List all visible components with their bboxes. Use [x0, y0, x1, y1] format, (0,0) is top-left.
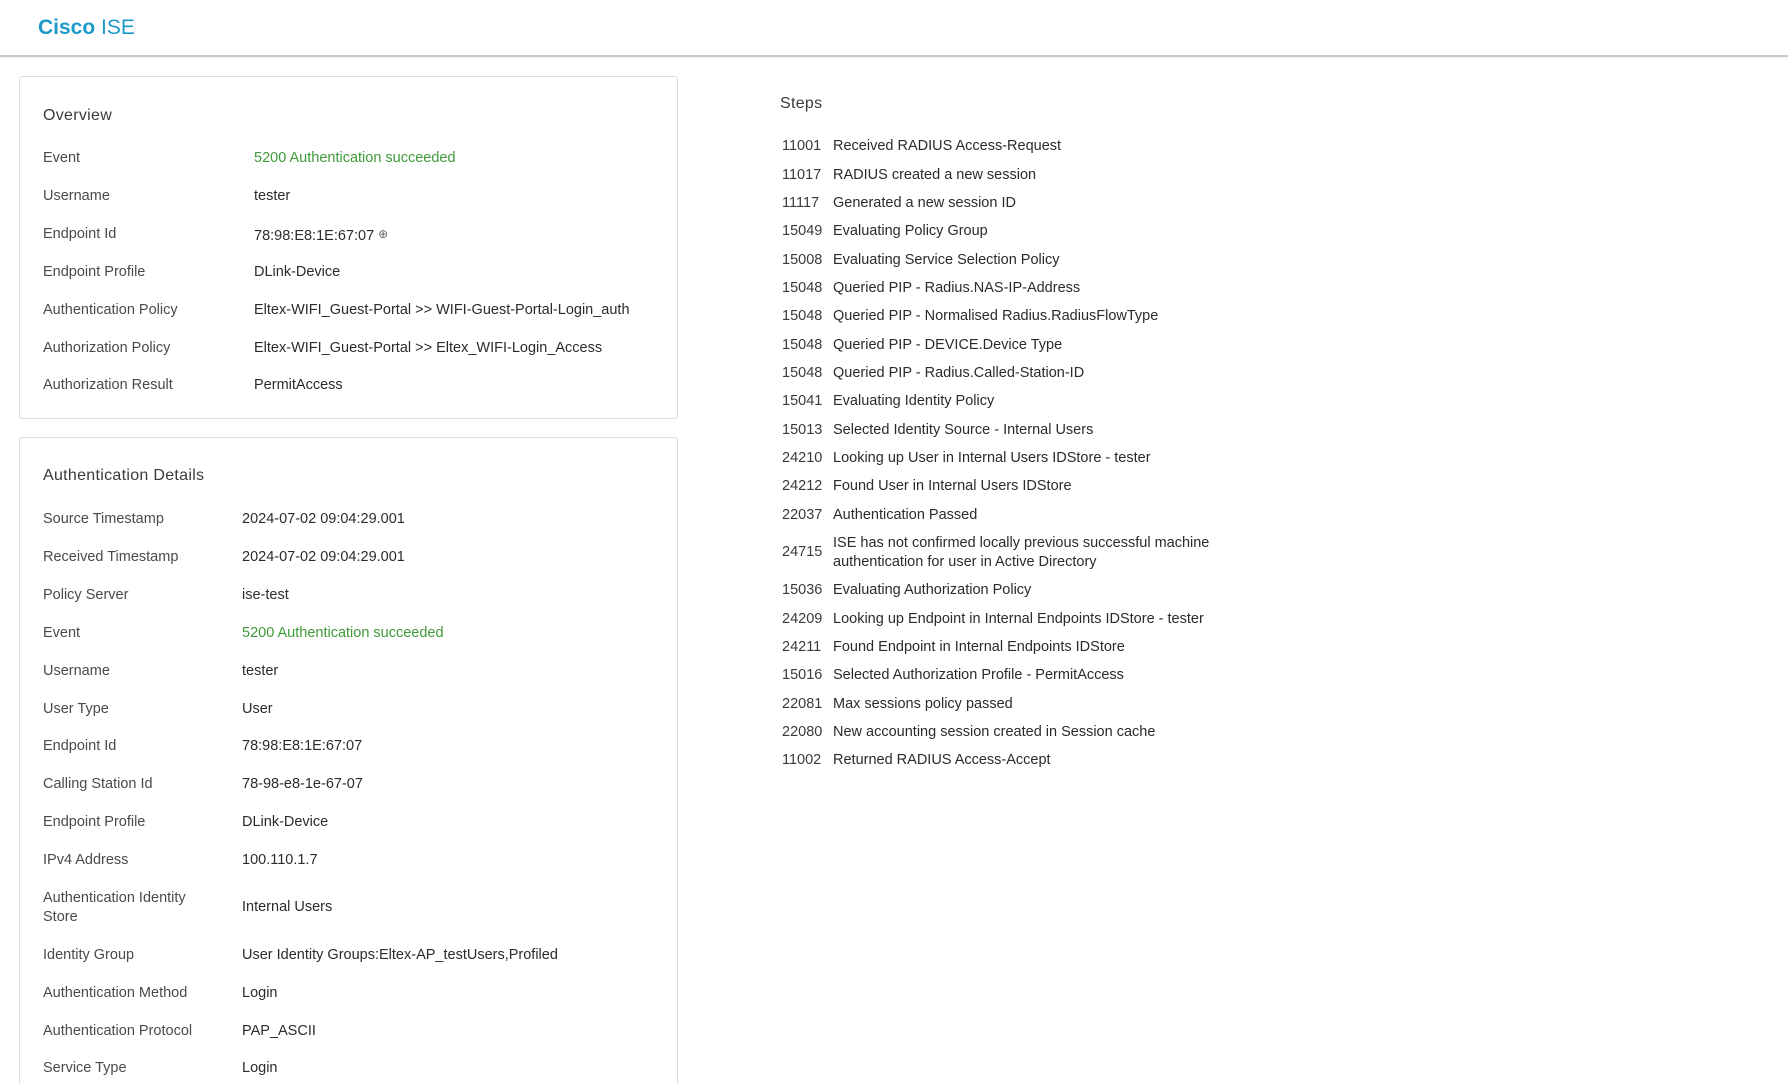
row-value: 2024-07-02 09:04:29.001	[242, 511, 405, 527]
row-value: 78:98:E8:1E:67:07	[242, 738, 363, 754]
step-code: 15036	[782, 582, 823, 598]
row-label: Authentication Protocol	[43, 1023, 193, 1039]
brand-product: ISE	[101, 16, 135, 39]
step-description: Queried PIP - Radius.Called-Station-ID	[833, 365, 1085, 381]
step-code: 15013	[782, 422, 823, 438]
step-code: 11017	[782, 167, 822, 183]
steps-title: Steps	[780, 95, 823, 112]
row-value: tester	[242, 663, 279, 679]
step-description: Selected Authorization Profile - PermitAccess	[833, 667, 1124, 683]
step-description: RADIUS created a new session	[833, 167, 1037, 183]
row-value: ise-test	[242, 587, 289, 603]
step-code: 22037	[782, 507, 823, 523]
row-value: Login	[242, 985, 278, 1001]
row-label: Username	[43, 188, 110, 204]
row-label: Endpoint Id	[43, 738, 117, 754]
step-code: 11117	[782, 195, 820, 211]
row-label: User Type	[43, 701, 109, 717]
step-description: Looking up Endpoint in Internal Endpoints IDStore - tester	[833, 611, 1204, 627]
step-description: Queried PIP - DEVICE.Device Type	[833, 337, 1063, 353]
row-value: DLink-Device	[242, 814, 329, 830]
row-label: Authorization Result	[43, 377, 173, 393]
overview-title: Overview	[43, 107, 113, 124]
brand-logo[interactable]	[38, 16, 135, 40]
row-label: Policy Server	[43, 587, 129, 603]
row-value: 100.110.1.7	[242, 852, 318, 868]
row-value: Internal Users	[242, 899, 333, 915]
step-code: 22080	[782, 724, 823, 740]
authorization-result-value: PermitAccess	[254, 377, 343, 393]
step-description: Found Endpoint in Internal Endpoints IDStore	[833, 639, 1125, 655]
endpoint-id-value: 78:98:E8:1E:67:07	[254, 228, 375, 244]
step-description-multiline	[833, 534, 1209, 572]
row-label: Calling Station Id	[43, 776, 153, 792]
step-code: 24715	[782, 544, 823, 560]
row-label-line-2: Store	[43, 909, 78, 925]
step-code: 24210	[782, 450, 823, 466]
step-description: Selected Identity Source - Internal Users	[833, 422, 1094, 438]
step-description: Evaluating Authorization Policy	[833, 582, 1032, 598]
step-code: 15048	[782, 308, 823, 324]
row-label: Service Type	[43, 1060, 127, 1076]
target-icon[interactable]: ⊕	[378, 227, 389, 241]
row-label-multiline	[43, 889, 186, 927]
step-description: Looking up User in Internal Users IDStore - tester	[833, 450, 1151, 466]
step-code: 15048	[782, 337, 823, 353]
step-code: 15016	[782, 667, 823, 683]
step-description: Generated a new session ID	[833, 195, 1016, 211]
authorization-policy-value: Eltex-WIFI_Guest-Portal >> Eltex_WIFI-Login_Access	[254, 340, 603, 356]
row-label: Identity Group	[43, 947, 135, 963]
row-label: Event	[43, 625, 81, 641]
row-value: 2024-07-02 09:04:29.001	[242, 549, 405, 565]
step-description: Queried PIP - Normalised Radius.RadiusFlowType	[833, 308, 1159, 324]
row-label: Endpoint Profile	[43, 264, 146, 280]
row-label-line-1: Authentication Identity	[43, 890, 186, 906]
event-value: 5200 Authentication succeeded	[242, 625, 444, 641]
step-code: 15041	[782, 393, 823, 409]
step-description: Authentication Passed	[833, 507, 978, 523]
row-label: Authentication Policy	[43, 302, 178, 318]
step-code: 24212	[782, 478, 823, 494]
row-label: Authorization Policy	[43, 340, 171, 356]
row-label: Event	[43, 150, 81, 166]
step-description: Evaluating Service Selection Policy	[833, 252, 1060, 268]
step-description-line-2: authentication for user in Active Directory	[833, 554, 1097, 570]
step-code: 24211	[782, 639, 822, 655]
overview-card	[19, 76, 678, 419]
step-description: Max sessions policy passed	[833, 696, 1013, 712]
row-label: Endpoint Id	[43, 226, 117, 242]
step-description: Queried PIP - Radius.NAS-IP-Address	[833, 280, 1081, 296]
step-code: 15048	[782, 365, 823, 381]
step-description: Returned RADIUS Access-Accept	[833, 752, 1051, 768]
detail-row-authentication-identity-store	[43, 889, 667, 929]
step-code: 22081	[782, 696, 823, 712]
row-label: IPv4 Address	[43, 852, 129, 868]
step-description: Evaluating Policy Group	[833, 223, 988, 239]
row-label: Authentication Method	[43, 985, 188, 1001]
step-code: 11002	[782, 752, 822, 768]
authentication-details-card	[19, 437, 678, 1084]
username-value: tester	[254, 188, 291, 204]
row-label: Source Timestamp	[43, 511, 164, 527]
row-value: User Identity Groups:Eltex-AP_testUsers,Profiled	[242, 947, 558, 963]
step-code: 24209	[782, 611, 823, 627]
authentication-details-title: Authentication Details	[43, 467, 205, 484]
step-description: New accounting session created in Session cache	[833, 724, 1156, 740]
event-value: 5200 Authentication succeeded	[254, 150, 456, 166]
row-label: Username	[43, 663, 110, 679]
row-value: User	[242, 701, 273, 717]
step-code: 11001	[782, 138, 822, 154]
step-code: 15049	[782, 223, 823, 239]
step-description: Evaluating Identity Policy	[833, 393, 995, 409]
row-value: PAP_ASCII	[242, 1023, 316, 1039]
row-label: Received Timestamp	[43, 549, 179, 565]
brand-name: Cisco	[38, 16, 96, 39]
step-code: 15048	[782, 280, 823, 296]
endpoint-id-value-group	[254, 225, 388, 246]
row-value: 78-98-e8-1e-67-07	[242, 776, 363, 792]
step-description: Found User in Internal Users IDStore	[833, 478, 1072, 494]
row-label: Endpoint Profile	[43, 814, 146, 830]
endpoint-profile-value: DLink-Device	[254, 264, 341, 280]
authentication-policy-value: Eltex-WIFI_Guest-Portal >> WIFI-Guest-Portal-Login_auth	[254, 302, 630, 318]
step-code: 15008	[782, 252, 823, 268]
step-description: Received RADIUS Access-Request	[833, 138, 1062, 154]
step-description-line-1: ISE has not confirmed locally previous successful machine	[833, 535, 1210, 551]
row-value: Login	[242, 1060, 278, 1076]
top-bar	[0, 0, 1788, 57]
